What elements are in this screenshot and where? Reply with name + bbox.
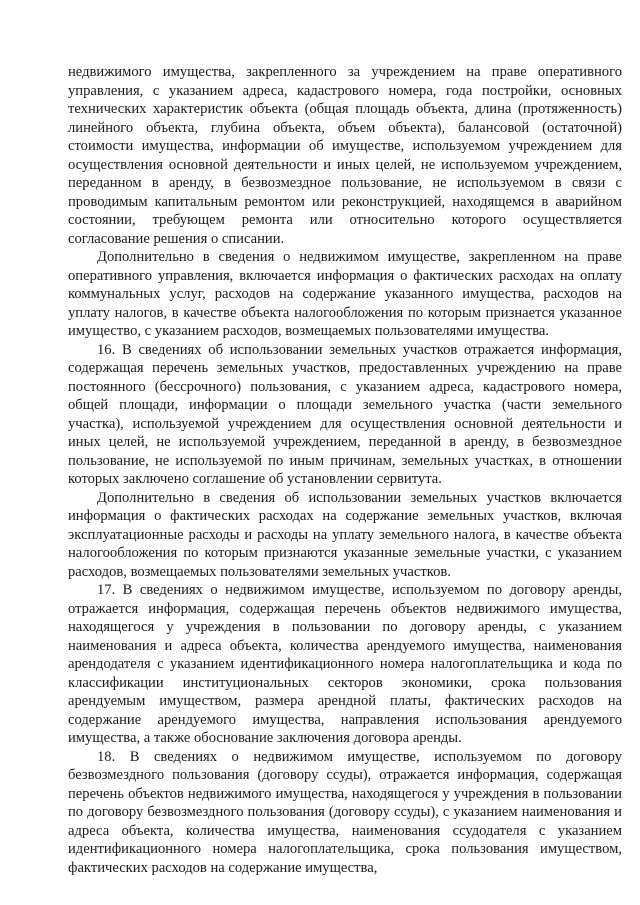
paragraph-18-free-use: 18. В сведениях о недвижимом имуществе, используемом по договору безвозмездного пользования (договору ссуды), отражается информация, содержащая перечень объектов недвижимого имущества, находящегося у учреждения в пользовании по договору безвозмездного пользования (договору ссуды), с указанием наименования и адреса объекта, количества имущества, наименования ссудодателя с указанием идентификационного номера налогоплательщика, срока пользования имуществом, фактических расходов на содержание имущества, bbox=[68, 748, 622, 876]
paragraph-17-lease: 17. В сведениях о недвижимом имуществе, используемом по договору аренды, отражается информация, содержащая перечень объектов недвижимого имущества, находящегося у учреждения в пользовании по договору аренды, с указанием наименования и адреса объекта, количества арендуемого имущества, наименования арендодателя с указанием идентификационного номера налогоплательщика и кода по классификации институциональных секторов экономики, срока пользования арендуемым имуществом, размера арендной платы, фактических расходов на содержание арендуемого имущества, направления использования арендуемого имущества, а также обоснование заключения договора аренды. bbox=[68, 582, 622, 746]
paragraph-16-land-use: 16. В сведениях об использовании земельных участков отражается информация, содержащая перечень земельных участков, предоставленных учреждению на праве постоянного (бессрочного) пользования, с указанием адреса, кадастрового номера, общей площади, информации о площади земельного участка (части земельного участка), используемой учреждением для осуществления основной деятельности и иных целей, не используемой учреждением, переданной в аренду, в безвозмездное пользование, не используемой по иным причинам, земельных участках, в отношении которых заключено соглашение об установлении сервитута. bbox=[68, 341, 622, 487]
paragraph-continuation: недвижимого имущества, закрепленного за учреждением на праве оперативного управления, с указанием адреса, кадастрового номера, года постройки, основных технических характеристик объекта (общая площадь объекта, длина (протяженность) линейного объекта, глубина объекта, объем объекта), балансовой (остаточной) стоимости имущества, информации об имуществе, используемом учреждением для осуществления основной деятельности и иных целей, не используемом учреждением, переданном в аренду, в безвозмездное пользование, не используемом в связи с проводимым капитальным ремонтом или реконструкцией, находящемся в аварийном состоянии, требующем ремонта или относительно которого осуществляется согласование решения о списании. bbox=[68, 64, 622, 247]
paragraph-additional-property-expenses: Дополнительно в сведения о недвижимом имуществе, закрепленном на праве оперативного управления, включается информация о фактических расходах на оплату коммунальных услуг, расходов на содержание указанного имущества, расходов на уплату налогов, в качестве объекта налогообложения по которым признается указанное имущество, с указанием расходов, возмещаемых пользователями имущества. bbox=[68, 249, 622, 339]
paragraph-additional-land-expenses: Дополнительно в сведения об использовании земельных участков включается информация о фактических расходах на содержание земельных участков, включая эксплуатационные расходы и расходы на уплату земельного налога, в качестве объекта налогообложения по которым признаются указанные земельные участки, с указанием расходов, возмещаемых пользователями земельных участков. bbox=[68, 489, 622, 580]
